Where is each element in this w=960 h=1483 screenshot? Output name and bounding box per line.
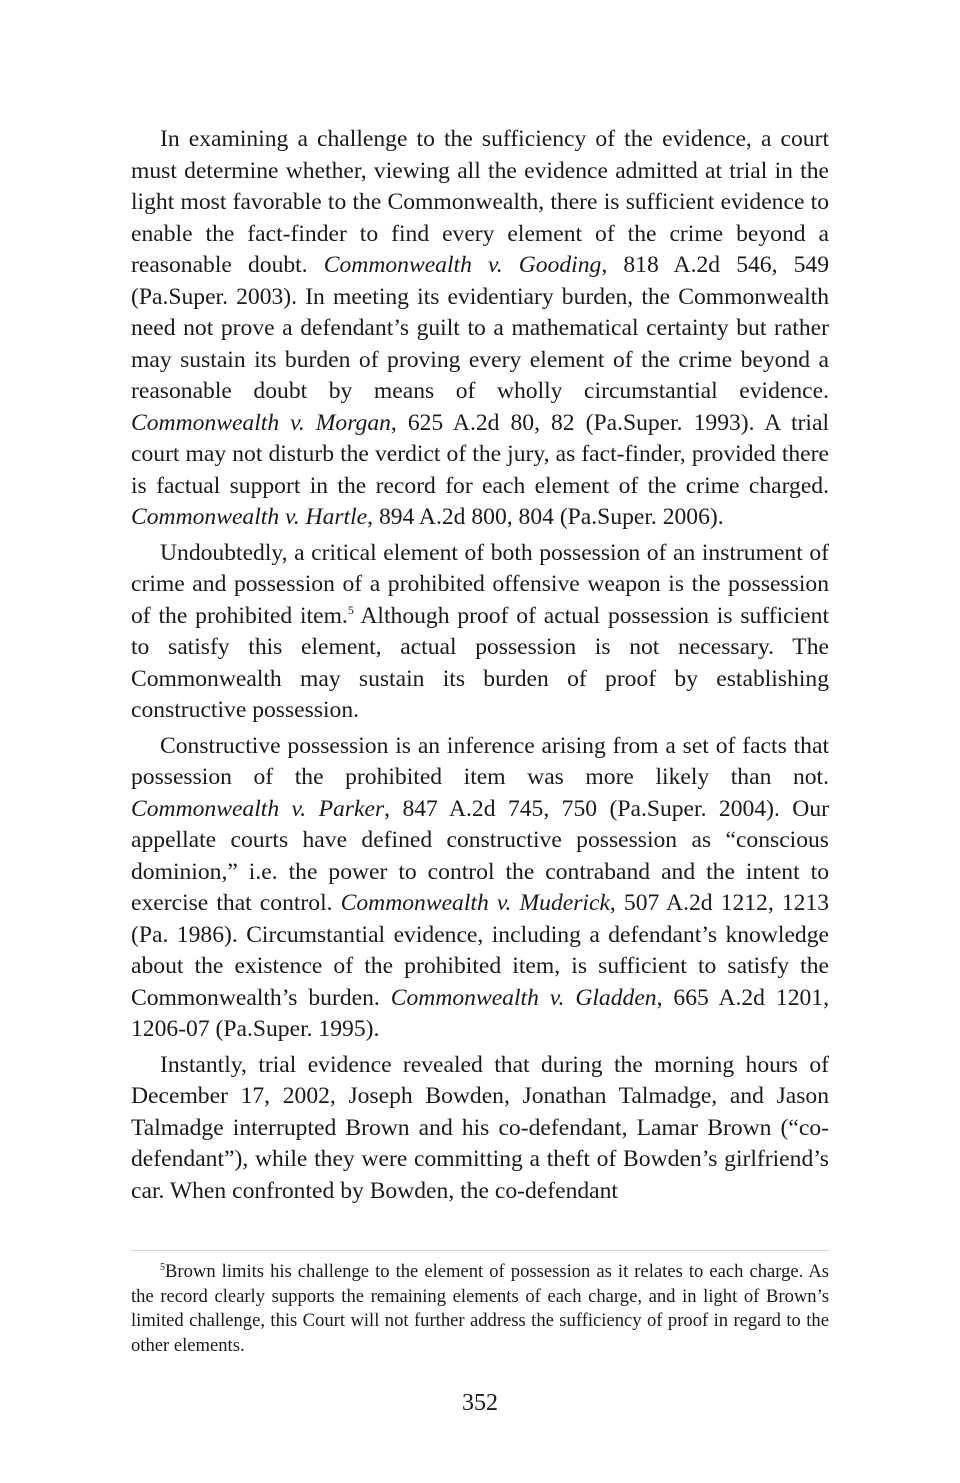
text-run: , 818 A.2d 546, 549 (Pa.Super. 2003). In meeting its evidentiary burden, the Commonwealth need not prove a defendant’s guilt to a mathematical certainty but rather may sustain its burden of proving every element of the crime beyond a reasonable doubt by means of wholly circumstantial evidence. bbox=[131, 252, 829, 404]
case-citation: Commonwealth v. Muderick bbox=[340, 890, 610, 916]
case-citation: Commonwealth v. Hartle bbox=[131, 504, 368, 530]
text-run: , 507 A.2d 1212, 1213 (Pa. 1986). Circumstantial evidence, including a defendant’s knowledge about the existence of the prohibited item, is sufficient to satisfy the Commonwealth’s burden. bbox=[131, 890, 830, 1011]
paragraph-sufficiency-standard bbox=[131, 124, 829, 534]
paragraph-trial-evidence bbox=[131, 1050, 829, 1208]
text-run: , 847 A.2d 745, 750 (Pa.Super. 2004). Our appellate courts have defined constructive possession as “conscious dominion,” i.e. the power to control the contraband and the intent to exercise that control. bbox=[131, 795, 829, 916]
page-number: 352 bbox=[462, 1390, 498, 1416]
text-run: Instantly, trial evidence revealed that during the morning hours of December 17, 2002, Joseph Bowden, Jonathan Talmadge, and Jason Talmadge interrupted Brown and his co-defendant, Lamar Brown (“co-defendant”), while they were committing a theft of Bowden’s girlfriend’s car. When confronted by Bowden, the co-defendant bbox=[131, 1051, 829, 1204]
case-citation: Commonwealth v. Gooding bbox=[323, 252, 602, 278]
footnote bbox=[131, 1260, 829, 1358]
text-run: Constructive possession is an inference arising from a set of facts that possession of the prohibited item was more likely than not. bbox=[131, 732, 829, 790]
text-run: Although proof of actual possession is sufficient to satisfy this element, actual possession is not necessary. The Commonwealth may sustain its burden of proof by establishing constructive possession. bbox=[131, 602, 829, 723]
text-run: , 665 A.2d 1201, 1206-07 (Pa.Super. 1995). bbox=[131, 984, 829, 1042]
footnote-text: Brown limits his challenge to the element of possession as it relates to each charge. As the record clearly supports the remaining elements of each charge, and in light of Brown’s limited challenge, this Court will not further address the sufficiency of proof in regard to the other elements. bbox=[131, 1261, 829, 1356]
paragraph-constructive-possession bbox=[131, 731, 829, 1046]
page-body bbox=[131, 124, 829, 1211]
text-run: Undoubtedly, a critical element of both possession of an instrument of crime and possession of a prohibited offensive weapon is the possession of the prohibited item. bbox=[131, 539, 829, 629]
case-citation: Commonwealth v. Parker bbox=[131, 795, 385, 822]
text-run: , 625 A.2d 80, 82 (Pa.Super. 1993). A trial court may not disturb the verdict of the jury, as fact-finder, provided there is factual support in the record for each element of the crime charged. bbox=[131, 409, 829, 499]
case-citation: Commonwealth v. Gladden bbox=[390, 984, 657, 1011]
text-run: In examining a challenge to the sufficiency of the evidence, a court must determine whether, viewing all the evidence admitted at trial in the light most favorable to the Commonwealth, there is sufficient evidence to enable the fact-finder to find every element of the crime beyond a reasonable doubt. bbox=[131, 126, 829, 278]
case-citation: Commonwealth v. Morgan bbox=[131, 409, 391, 436]
footnote-divider bbox=[131, 1250, 829, 1251]
text-run: , 894 A.2d 800, 804 (Pa.Super. 2006). bbox=[367, 504, 724, 530]
footnote-marker: 5 bbox=[160, 1262, 165, 1273]
paragraph-possession-element bbox=[131, 538, 829, 727]
footnote-reference[interactable]: 5 bbox=[347, 602, 354, 617]
